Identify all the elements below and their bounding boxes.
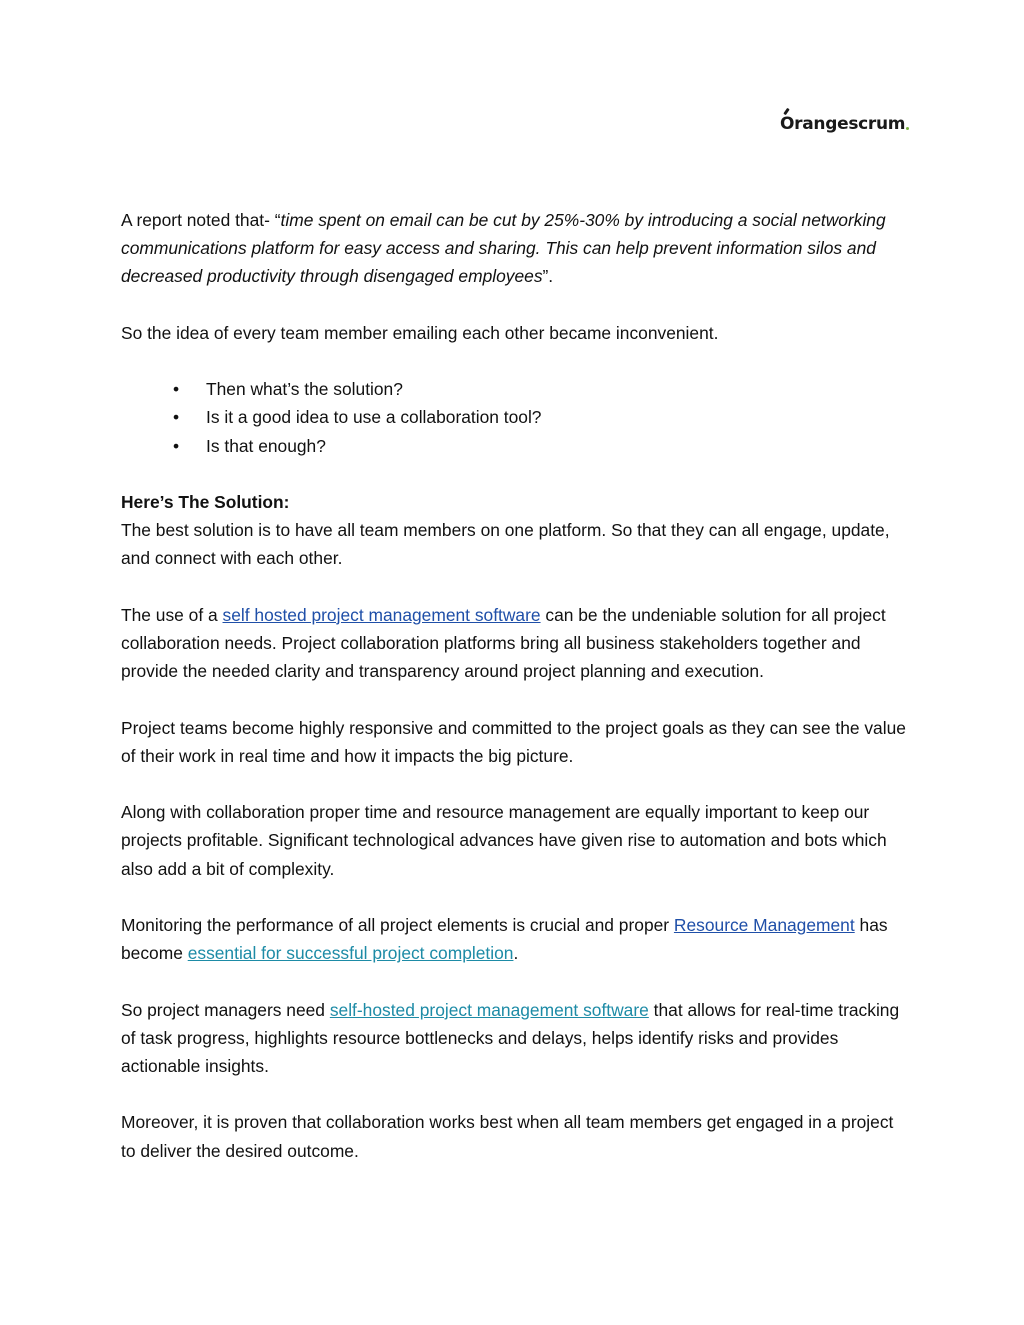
resource-management-link[interactable]: Resource Management: [673, 914, 855, 935]
logo-text: rangescrum: [794, 114, 906, 134]
document-body: [121, 206, 911, 1165]
logo-o: O: [780, 112, 794, 136]
paragraph-project-teams: Project teams become highly responsive and committed to the project goals as they can see the value of their work in real time and how it impacts the big picture.: [121, 717, 906, 766]
self-hosted-software-link[interactable]: self-hosted project management software: [329, 999, 649, 1020]
paragraph-moreover: Moreover, it is proven that collaboration works best when all team members get engaged in a project to deliver the desired outcome.: [121, 1112, 894, 1161]
paragraph-monitoring: Monitoring the performance of all project elements is crucial and proper Resource Management has become essential for successful project completion.: [121, 914, 888, 964]
paragraph-report-quote: A report noted that- “time spent on email can be cut by 25%-30% by introducing a social networking communications platform for easy access and sharing. This can help prevent information silos and decreased productivity through disengaged employees”.: [121, 210, 886, 287]
successful-project-completion-link[interactable]: essential for successful project completion: [187, 943, 514, 964]
paragraph-solution: [121, 488, 911, 573]
logo-dot-icon: [906, 127, 909, 130]
report-quote: time spent on email can be cut by 25%-30% by introducing a social networking communications platform for easy access and sharing. This can help prevent information silos and decreased productivity through disengaged employees: [121, 210, 886, 287]
section-heading: Here’s The Solution:: [121, 491, 290, 512]
self-hosted-pm-software-link[interactable]: self hosted project management software: [222, 604, 541, 625]
paragraph-inconvenient: So the idea of every team member emailing each other became inconvenient.: [121, 322, 719, 343]
list-item: • Then what’s the solution?: [121, 375, 911, 403]
question-list: [121, 375, 911, 460]
list-item: • Is that enough?: [121, 432, 911, 460]
paragraph-project-managers: So project managers need self-hosted project management software that allows for real-time tracking of task progress, highlights resource bottlenecks and delays, helps identify risks and provides actionable insights.: [121, 999, 900, 1076]
list-item: • Is it a good idea to use a collaboration tool?: [121, 403, 911, 431]
paragraph-self-hosted: The use of a self hosted project management software can be the undeniable solution for all project collaboration needs. Project collaboration platforms bring all business stakeholders together and provide the needed clarity and transparency around project planning and execution.: [121, 604, 886, 682]
orangescrum-logo: [780, 112, 909, 136]
paragraph-collaboration: Along with collaboration proper time and resource management are equally important to keep our projects profitable. Significant technological advances have given rise to automation and bots which also add a bit of complexity.: [121, 802, 887, 879]
solution-text: The best solution is to have all team members on one platform. So that they can all engage, update, and connect with each other.: [121, 520, 890, 569]
